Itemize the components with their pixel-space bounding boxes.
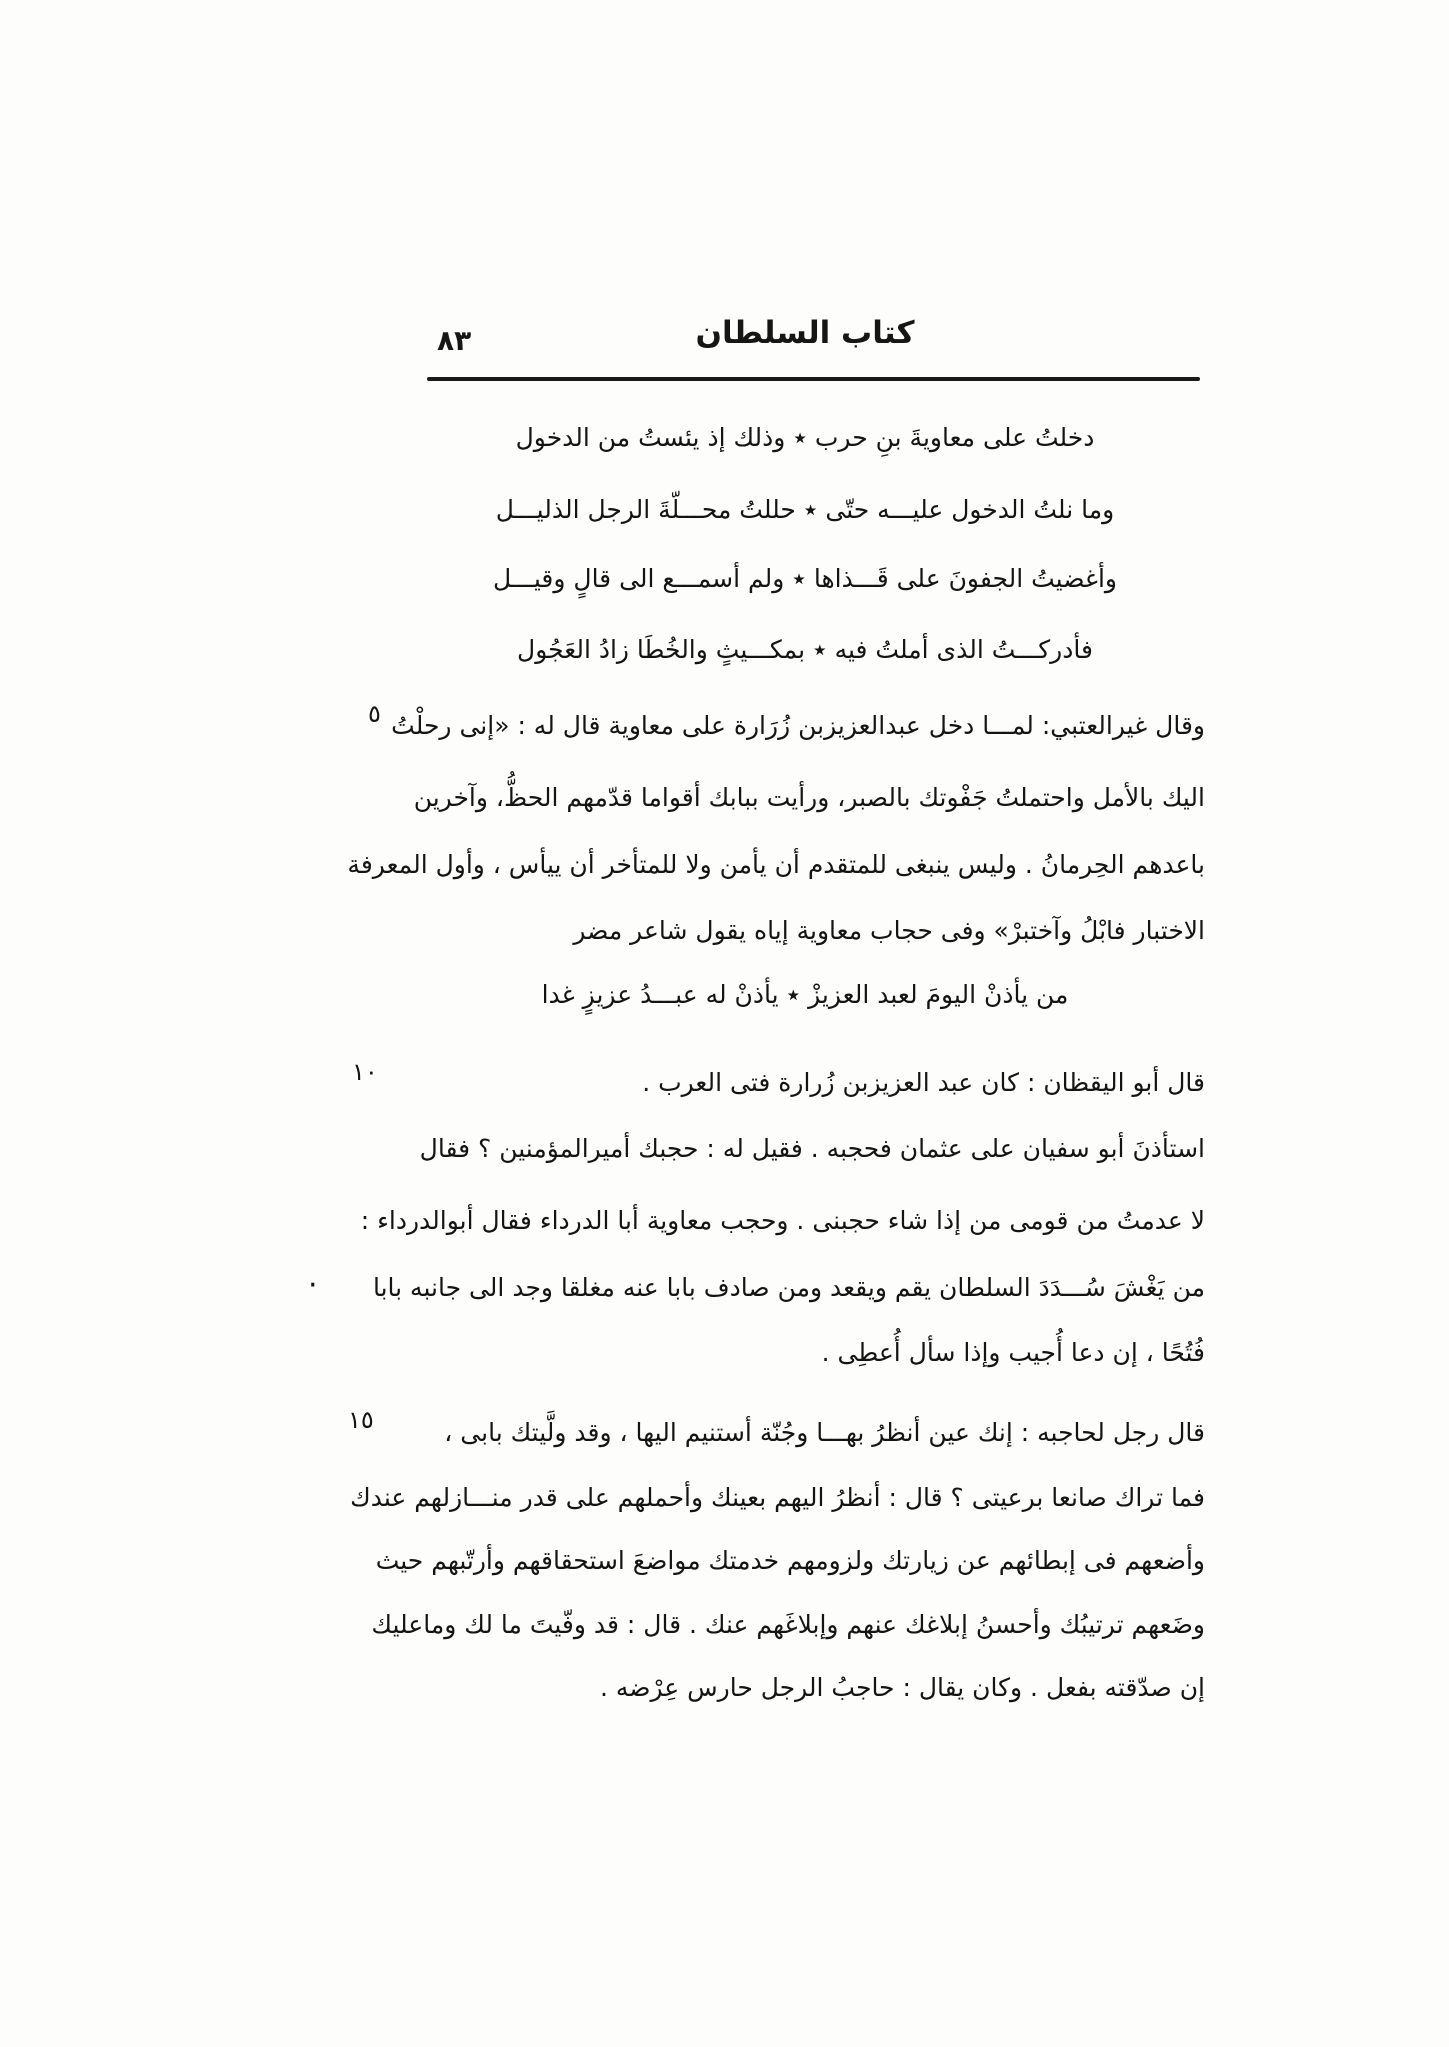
prose-line-10: قال أبو اليقظان : كان عبد العزيزبن زُرارة فتى العرب . xyxy=(642,1068,1205,1097)
verse-line-1: دخلتُ على معاويةَ بنِ حرب ٭ وذلك إذ يئستُ من الدخول xyxy=(515,423,1095,452)
prose-line-11: استأذنَ أبو سفيان على عثمان فحجبه . فقيل له : حجبك أميرالمؤمنين ؟ فقال xyxy=(419,1134,1205,1163)
prose-line-17: وأضعهم فى إبطائهم عن زيارتك ولزومهم خدمتك مواضعَ استحقاقهم وأرتّبهم حيث xyxy=(375,1546,1205,1575)
prose-line-18: وضَعهم ترتيبُك وأحسنُ إبلاغك عنهم وإبلاغَهم عنك . قال : قد وفّيتَ ما لك وماعليك xyxy=(371,1610,1205,1639)
prose-line-13: من يَغْشَ سُـــدَدَ السلطان يقم ويقعد ومن صادف بابا عنه مغلقا وجد الى جانبه بابا xyxy=(372,1273,1205,1302)
prose-line-6: اليك بالأمل واحتملتُ جَفْوتك بالصبر، ورأيت ببابك أقواما قدّمهم الحظُّ، وآخرين xyxy=(413,783,1205,812)
prose-line-14: فُتُحًا ، إن دعا أُجيب وإذا سأل أُعطِى . xyxy=(821,1338,1205,1367)
margin-line-number-5: ٥ xyxy=(368,700,381,728)
prose-line-19: إن صدّقته بفعل . وكان يقال : حاجبُ الرجل حارس عِرْضه . xyxy=(599,1673,1205,1702)
prose-line-15: قال رجل لحاجبه : إنك عين أنظرُ بهـــا وجُنّة أستنيم اليها ، وقد ولَّيتك بابى ، xyxy=(444,1418,1205,1447)
verse-line-9: من يأذنْ اليومَ لعبد العزيزْ ٭ يأذنْ له عبـــدُ عزيزٍ غدا xyxy=(541,980,1069,1009)
margin-dot-mark: · xyxy=(308,1268,318,1303)
prose-line-8: الاختبار فابْلُ وآختبرْ» وفى حجاب معاوية إياه يقول شاعر مضر xyxy=(573,916,1205,945)
margin-line-number-15: ١٥ xyxy=(348,1406,374,1434)
verse-line-3: وأغضيتُ الجفونَ على قَـــذاها ٭ ولم أسمـــع الى قالٍ وقيـــل xyxy=(492,564,1117,593)
verse-line-4: فأدركـــتُ الذى أملتُ فيه ٭ بمكـــيثٍ والخُطَا زادُ العَجُول xyxy=(517,635,1093,664)
prose-line-12: لا عدمتُ من قومى من إذا شاء حجبنى . وحجب معاوية أبا الدرداء فقال أبوالدرداء : xyxy=(360,1206,1205,1235)
page-number: ٨٣ xyxy=(437,324,472,357)
margin-line-number-10: ١٠ xyxy=(352,1058,378,1086)
page-title: كتاب السلطان xyxy=(695,315,915,351)
prose-line-7: باعدهم الحِرمانُ . وليس ينبغى للمتقدم أن يأمن ولا للمتأخر أن ييأس ، وأول المعرفة xyxy=(347,850,1205,879)
prose-line-5: وقال غيرالعتبي: لمـــا دخل عبدالعزيزبن زُرَارة على معاوية قال له : «إنى رحلْتُ xyxy=(391,711,1205,740)
prose-line-16: فما تراك صانعا برعيتى ؟ قال : أنظرُ اليهم بعينك وأحملهم على قدر منـــازلهم عندك xyxy=(350,1483,1205,1512)
header-rule xyxy=(427,377,1200,381)
verse-line-2: وما نلتُ الدخول عليـــه حتّى ٭ حللتُ محـــلّةَ الرجل الذليـــل xyxy=(495,495,1115,524)
